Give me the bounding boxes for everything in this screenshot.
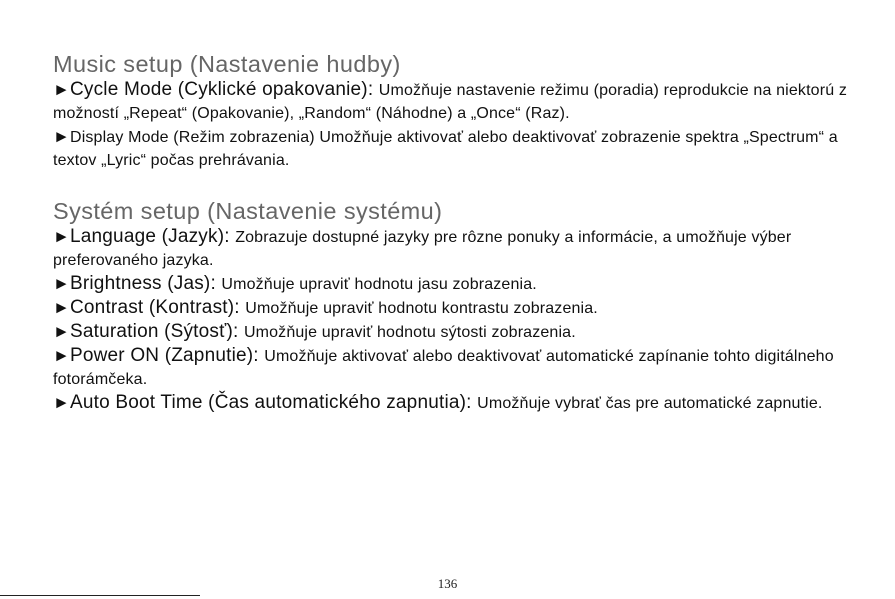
- section-heading-music-setup: Music setup (Nastavenie hudby): [53, 51, 401, 77]
- list-item-brightness: [53, 272, 853, 296]
- list-item-cycle-mode: [53, 78, 853, 125]
- arrow-icon: ►: [53, 227, 70, 246]
- system-setup-section: [53, 197, 853, 415]
- arrow-icon: ►: [53, 322, 70, 341]
- item-lead: Auto Boot Time (Čas automatického zapnutia):: [69, 392, 478, 413]
- system-setup-items: [53, 225, 853, 415]
- arrow-icon: ►: [53, 346, 70, 365]
- item-text: Display Mode (Režim zobrazenia) Umožňuje aktivovať alebo deaktivovať zobrazenie spektra „Spectrum“ a textov „Lyric“ počas prehrávania.: [53, 129, 838, 169]
- item-text: Umožňuje upraviť hodnotu jasu zobrazenia.: [221, 276, 537, 293]
- list-item-contrast: [53, 296, 853, 320]
- arrow-icon: ►: [53, 393, 70, 412]
- item-text: Umožňuje nastavenie režimu (poradia) reprodukcie na niektorú z možností „Repeat“ (Opakovanie), „Random“ (Náhodne) a „Once“ (Raz).: [53, 82, 847, 122]
- list-item-language: [53, 225, 853, 272]
- item-lead: Cycle Mode (Cyklické opakovanie):: [69, 79, 379, 100]
- arrow-icon: ►: [53, 127, 70, 146]
- item-lead: Brightness (Jas):: [69, 273, 222, 294]
- section-heading-system-setup: Systém setup (Nastavenie systému): [53, 198, 443, 224]
- document-page: [53, 50, 853, 415]
- item-text: Umožňuje aktivovať alebo deaktivovať automatické zapínanie tohto digitálneho fotorámčeka.: [53, 348, 834, 388]
- item-lead: Language (Jazyk):: [69, 226, 236, 247]
- item-lead: Saturation (Sýtosť):: [69, 321, 244, 342]
- item-text: Umožňuje upraviť hodnotu kontrastu zobrazenia.: [245, 300, 598, 317]
- list-item-auto-boot-time: [53, 391, 853, 415]
- footer-rule: [0, 595, 200, 596]
- item-text: Zobrazuje dostupné jazyky pre rôzne ponuky a informácie, a umožňuje výber preferovaného jazyka.: [53, 229, 792, 269]
- arrow-icon: ►: [53, 298, 70, 317]
- list-item-power-on: [53, 344, 853, 391]
- item-lead: Contrast (Kontrast):: [69, 297, 246, 318]
- section-gap: [53, 172, 853, 197]
- list-item-display-mode: [53, 125, 853, 172]
- item-text: Umožňuje vybrať čas pre automatické zapnutie.: [477, 395, 823, 412]
- arrow-icon: ►: [53, 274, 70, 293]
- music-setup-items: [53, 78, 853, 172]
- item-lead: Power ON (Zapnutie):: [69, 345, 265, 366]
- list-item-saturation: [53, 320, 853, 344]
- item-text: Umožňuje upraviť hodnotu sýtosti zobrazenia.: [243, 324, 576, 341]
- page-number: 136: [437, 576, 458, 591]
- music-setup-section: [53, 50, 853, 172]
- arrow-icon: ►: [53, 80, 70, 99]
